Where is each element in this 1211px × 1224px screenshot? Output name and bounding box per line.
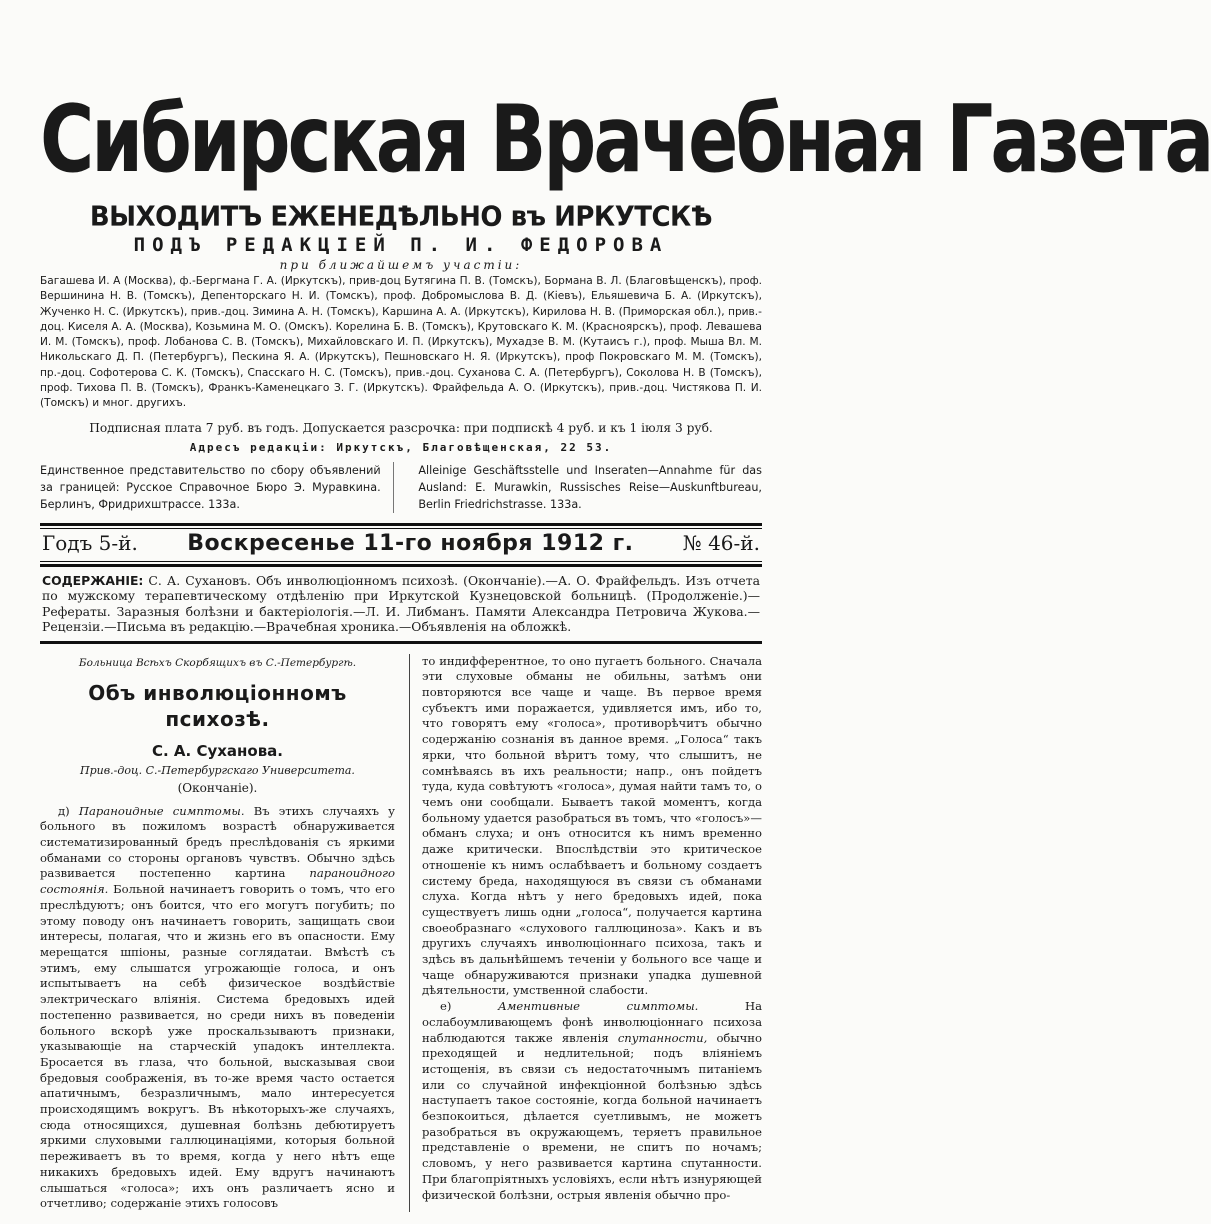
editor-line: ПОДЪ РЕДАКЦІЕЙ П. И. ФЕДОРОВА [133,234,669,256]
article-continuation-note: (Окончаніе). [177,780,258,795]
advertising-divider [393,462,419,513]
section-heading-amentive: Аментивные симптомы. [497,999,699,1014]
column-divider [409,654,410,1212]
issue-dateline [40,529,762,559]
advertising-notice-russian: Единственное представительство по сбору объявлений за границей: Русское Справочное Бюро Э. Муравкина. Берлинъ, Фридрихштрассе. 133а. [40,463,381,511]
rule-top [40,523,762,526]
subscription-price: Подписная плата 7 руб. въ годъ. Допускается разсрочка: при подпискѣ 4 руб. и къ 1 іюля 3 руб. [89,420,713,435]
rule-date-thin [40,561,762,562]
editorial-address: Адресъ редакціи: Иркутскъ, Благовѣщенская, 22 53. [189,440,613,454]
collaborators-list: Багашева И. А (Москва), ф.-Бергмана Г. А. (Иркутскъ), прив-доц Бутягина П. В. (Томскъ), Бормана В. Л. (Благовѣщенскъ), проф. Вершинина Н. В. (Томскъ), Депенторскаго Н. И. (Томскъ), проф. Добромыслова В. Д. (Кіевъ), Ельяшевича Б. А. (Иркутскъ), Жученко Н. С. (Иркутскъ), прив.-доц. Зимина А. Н. (Томскъ), Каршина А. А. (Иркутскъ), Кирилова Н. В. (Приморская обл.), прив.-доц. Киселя А. А. (Москва), Козьмина М. О. (Омскъ). Корелина Б. В. (Томскъ), Крутовскаго К. М. (Красноярскъ), проф. Левашева И. М. (Томскъ), проф. Лобанова С. В. (Томскъ), Михайловскаго И. П. (Иркутскъ), Мухадзе В. М. (Кутаисъ г.), проф. Мыша Вл. М. Никольскаго Д. П. (Петербургъ), Пескина Я. А. (Иркутскъ), Пешновскаго Н. Я. (Иркутскъ), проф Покровскаго М. М. (Томскъ), пр.-доц. Софотерова С. К. (Томскъ), Спасскаго Н. С. (Томскъ), прив.-доц. Суханова С. А. (Петербургъ), Соколова Н. В (Томскъ), проф. Тихова П. В. (Томскъ), Франкъ-Каменецкаго З. Г. (Иркутскъ). Фрайфельда А. О. (Иркутскъ), прив.-доц. Чистякова П. И. (Томскъ) и мног. другихъ. [40,275,762,410]
paragraph-amentive-symptoms: е) Аментивные симптомы. На ослабоумливающемъ фонѣ инволюціоннаго психоза наблюдаются также явленія спутанности, обычно преходящей и недлительной; подъ вліяніемъ истощенія, въ связи съ недостаточнымъ питаніемъ или со случайной инфекціонной болѣзнью здѣсь наступаетъ такое состояніе, когда больной начинаетъ безпокоиться, дѣлается суетливымъ, не можетъ разобраться въ окружающемъ, теряетъ правильное представленіе о времени, не спитъ по ночамъ; словомъ, у него развивается картина спутанности. При благопріятныхъ условіяхъ, если нѣтъ изнуряющей физической болѣзни, острыя явленія обычно про- [422,999,763,1202]
issue-year: Годъ 5-й. [42,530,138,555]
article-title: Объ инволюціонномъ психозѣ. [88,680,347,731]
section-heading-paranoid: Параноидные симптомы. [78,803,245,818]
issue-number: № 46-й. [682,530,760,555]
advertising-notice-german: Alleinige Geschäftsstelle und Inseraten—Annahme für das Ausland: E. Murawkin, Russisches Reise—Auskunftbureau, Berlin Friedrichstrasse. 133a. [418,463,762,511]
advertising-notice [40,462,762,513]
newspaper-subtitle: ВЫХОДИТЪ ЕЖЕНЕДѢЛЬНО въ ИРКУТСКѢ [89,201,713,233]
newspaper-title: Сибирская Врачебная Газета [40,85,1211,194]
collaborators-heading: при ближайшемъ участіи: [279,258,523,272]
issue-date: Воскресенье 11-го ноября 1912 г. [187,530,634,556]
article-hospital: Больница Всѣхъ Скорбящихъ въ С.-Петербургѣ. [78,656,357,669]
column-left [40,654,395,1212]
term-paranoid-state: параноидного состоянія. [40,866,395,897]
paragraph-continuation: то индифферентное, то оно пугаетъ больного. Сначала эти слуховые обманы не обильны, затѣмъ они повторяются все чаще и чаще. Въ первое время субъектъ ими поражается, удивляется имъ, ибо то, что говорятъ ему «голоса», противорѣчитъ обычно содержанію сознанія въ данное время. „Голоса“ такъ ярки, что больной вѣритъ тому, что слышитъ, не сомнѣваясь въ ихъ реальности; напр., онъ пойдетъ туда, куда совѣтуютъ «голоса», думая найти тамъ то, о чемъ они сообщали. Бываетъ такой моментъ, когда больному удается разобраться въ томъ, что «голосъ»—обманъ слуха; и онъ относится къ нимъ временно даже критически. Впослѣдствіи это критическое отношеніе къ нимъ ослабѣваетъ и больному создаетъ систему бреда, находящуюся въ связи съ обманами слуха. Когда нѣтъ у него бредовыхъ идей, пока существуетъ лишь одни „голоса“, получается картина своеобразнаго «слухового галлюциноза». Какъ и въ другихъ случаяхъ инволюціоннаго психоза, такъ и здѣсь въ дальнѣйшемъ теченіи у больного все чаще и чаще обнаруживаются признаки упадка душевной дѣятельности, умственной слабости. [422,653,762,998]
masthead [40,72,1211,513]
contents-label: СОДЕРЖАНІЕ: [42,572,144,588]
column-right [422,654,762,1212]
article-columns [40,654,762,1212]
term-confusion: спутанности, [617,1030,708,1045]
paragraph-paranoid-symptoms: д) Параноидные симптомы. Въ этихъ случаяхъ у больного въ пожиломъ возрастѣ обнаруживается систематизированный бредъ преслѣдованія съ яркими обманами со стороны органовъ чувствъ. Обычно здѣсь развивается постепенно картина параноидного состоянія. Больной начинаетъ говорить о томъ, что его преслѣдуютъ; онъ боится, что его могутъ погубить; по этому поводу онъ начинаетъ говорить, защищать свои интересы, полагая, что и жизнь его въ опасности. Ему мерещатся шпіоны, разные соглядатаи. Вмѣстѣ съ этимъ, ему слышатся угрожающіе голоса, и онъ испытываетъ на себѣ физическое воздѣйствіе электрическаго вліянія. Система бредовыхъ идей постепенно развивается, но среди нихъ въ поведеніи больного вскорѣ уже проскальзываютъ признаки, указывающіе на старческій упадокъ интеллекта. Бросается въ глаза, что больной, высказывая свои бредовыя соображенія, въ то-же время часто остается апатичнымъ, безразличнымъ, мало интересуется происходящимъ вокругъ. Въ нѣкоторыхъ-же случаяхъ, сюда относящихся, душевная болѣзнь дебютируетъ яркими слуховыми галлюцинаціями, которыя больной переживаетъ въ то время, когда у него нѣтъ еще никакихъ бредовыхъ идей. Ему вдругъ начинаютъ слышаться «голоса»; ихъ онъ различаетъ ясно и отчетливо; содержаніе этихъ голосовъ [40,803,395,1211]
table-of-contents [40,567,762,639]
rule-contents [40,641,762,644]
term-auditory-hallucinosis: «слухового галлюциноза». [519,920,687,935]
newspaper-page [40,46,1211,1212]
article-affiliation: Прив.-доц. С.-Петербургскаго Университета. [80,763,355,777]
article-author: С. А. Суханова. [151,741,284,760]
contents-text: С. А. Сухановъ. Объ инволюціонномъ психозѣ. (Окончаніе).—А. О. Фрайфельдъ. Изъ отчета по мужскому терапевтическому отдѣленію при Иркутской Кузнецовской больницѣ. (Продолженіе.)—Рефераты. Заразныя болѣзни и бактеріологія.—Л. И. Либманъ. Памяти Александра Петровича Жукова.—Рецензіи.—Письма въ редакцію.—Врачебная хроника.—Объявленія на обложкѣ. [42,572,760,635]
